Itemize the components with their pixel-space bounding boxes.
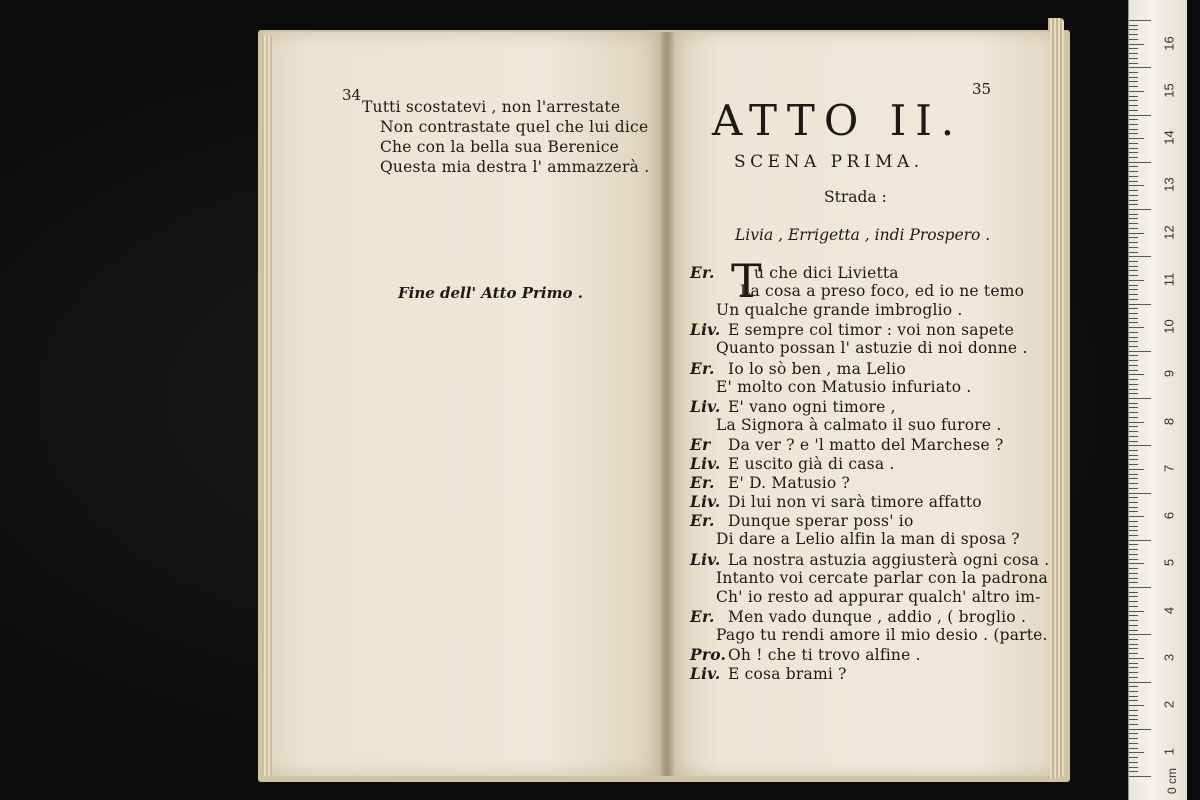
ruler-tick xyxy=(1129,691,1138,692)
ruler-tick xyxy=(1129,743,1138,744)
scene-setting: Strada : xyxy=(824,188,887,206)
ruler-tick xyxy=(1129,96,1138,97)
ruler-tick xyxy=(1129,422,1144,423)
ruler-tick xyxy=(1129,266,1138,267)
ruler-tick xyxy=(1129,72,1138,73)
ruler-number: 3 xyxy=(1161,653,1177,661)
dialogue-line xyxy=(690,550,1049,569)
dialogue-line xyxy=(690,645,921,664)
ruler-tick xyxy=(1129,771,1138,772)
speaker-label: Er. xyxy=(690,358,715,378)
dialogue-line xyxy=(690,530,1020,548)
ruler-tick xyxy=(1129,214,1138,215)
ruler-tick xyxy=(1129,752,1144,753)
ruler-tick xyxy=(1129,455,1138,456)
left-page-number: 34 xyxy=(342,86,362,104)
dialogue-line xyxy=(690,320,1014,339)
ruler-number: 1 xyxy=(1161,748,1177,756)
dialogue-line xyxy=(690,263,899,282)
ruler-tick xyxy=(1129,644,1138,645)
ruler-tick xyxy=(1129,181,1138,182)
ruler-tick xyxy=(1129,162,1151,163)
ruler-tick xyxy=(1129,535,1138,536)
dialogue-text: Di dare a Lelio alfin la man di sposa ? xyxy=(716,530,1020,549)
dialogue-text: Quanto possan l' astuzie di noi donne . xyxy=(716,339,1028,358)
ruler-tick xyxy=(1129,77,1138,78)
ruler-tick xyxy=(1129,696,1138,697)
speaker-label: Liv. xyxy=(690,664,721,684)
ruler-tick xyxy=(1129,393,1138,394)
ruler-tick xyxy=(1129,365,1138,366)
ruler-tick xyxy=(1129,596,1138,597)
speaker-label: Pro. xyxy=(690,645,727,664)
ruler-tick xyxy=(1129,143,1138,144)
speaker-label: Er. xyxy=(690,263,715,282)
dialogue-line xyxy=(690,282,1024,300)
ruler-tick xyxy=(1129,776,1151,777)
dialogue-text: La Signora à calmato il suo furore . xyxy=(716,415,1002,434)
ruler-tick xyxy=(1129,436,1138,437)
ruler-tick xyxy=(1129,81,1138,82)
dialogue-text: Men vado dunque , addio , ( broglio . xyxy=(728,607,1027,626)
ruler-tick xyxy=(1129,724,1138,725)
dialogue-line xyxy=(690,569,1048,587)
dialogue-line xyxy=(690,588,1041,606)
dialogue-text: Dunque sperar poss' io xyxy=(728,512,914,531)
ruler-tick xyxy=(1129,58,1138,59)
ruler-tick xyxy=(1129,166,1138,167)
ruler-tick xyxy=(1129,634,1151,635)
ruler-tick xyxy=(1129,601,1138,602)
ruler-tick xyxy=(1129,299,1138,300)
ruler-tick xyxy=(1129,119,1138,120)
ruler-tick xyxy=(1129,256,1151,257)
ruler-number: 9 xyxy=(1161,370,1177,378)
ruler-tick xyxy=(1129,563,1144,564)
speaker-label: Liv. xyxy=(690,396,721,416)
ruler-tick xyxy=(1129,441,1138,442)
ruler-tick xyxy=(1129,44,1144,45)
dialogue-text: E' vano ogni timore , xyxy=(728,397,896,416)
ruler-number: 2 xyxy=(1161,701,1177,709)
ruler-tick xyxy=(1129,507,1138,508)
ruler-tick xyxy=(1129,412,1138,413)
ruler-tick xyxy=(1129,488,1138,489)
act-title: ATTO II. xyxy=(712,96,964,145)
ruler-tick xyxy=(1129,483,1138,484)
speaker-label: Er. xyxy=(690,606,715,626)
speaker-label: Er. xyxy=(690,473,715,493)
ruler-tick xyxy=(1129,554,1138,555)
ruler-tick xyxy=(1129,379,1138,380)
left-verse-line-1: Tutti scostatevi , non l'arrestate xyxy=(362,98,621,116)
ruler-tick xyxy=(1129,233,1144,234)
ruler-tick xyxy=(1129,304,1151,305)
ruler-tick xyxy=(1129,639,1138,640)
dialogue-line xyxy=(690,473,850,492)
ruler-tick xyxy=(1129,526,1138,527)
ruler-tick xyxy=(1129,355,1138,356)
speaker-label: Liv. xyxy=(690,549,721,569)
dialogue-text: E' molto con Matusio infuriato . xyxy=(716,377,972,396)
ruler-tick xyxy=(1129,686,1138,687)
ruler-tick xyxy=(1129,275,1138,276)
ruler-tick xyxy=(1129,384,1138,385)
ruler-number: 6 xyxy=(1161,512,1177,520)
ruler-tick xyxy=(1129,582,1138,583)
ruler-tick xyxy=(1129,185,1144,186)
ruler-tick xyxy=(1129,53,1138,54)
ruler-tick xyxy=(1129,332,1138,333)
dialogue-text: E uscito già di casa . xyxy=(728,455,895,473)
ruler-tick xyxy=(1129,261,1138,262)
ruler-tick xyxy=(1129,611,1144,612)
dialogue-text: Ch' io resto ad appurar qualch' altro im- xyxy=(716,587,1041,606)
ruler-tick xyxy=(1129,398,1151,399)
ruler-number: 7 xyxy=(1161,464,1177,472)
left-verse-line-2: Non contrastate quel che lui dice xyxy=(380,118,649,136)
dialogue-text: E' D. Matusio ? xyxy=(728,474,851,493)
ruler-tick xyxy=(1129,653,1138,654)
ruler-tick xyxy=(1129,115,1151,116)
ruler-tick xyxy=(1129,86,1138,87)
ruler-tick xyxy=(1129,672,1138,673)
ruler-tick xyxy=(1129,105,1138,106)
left-verse-line-4: Questa mia destra l' ammazzerà . xyxy=(380,158,650,176)
ruler-tick xyxy=(1129,370,1138,371)
ruler-tick xyxy=(1129,337,1138,338)
ruler-tick xyxy=(1129,280,1144,281)
ruler-tick xyxy=(1129,677,1138,678)
ruler-tick xyxy=(1129,270,1138,271)
dialogue-line xyxy=(690,301,963,319)
ruler-tick xyxy=(1129,426,1138,427)
ruler-tick xyxy=(1129,313,1138,314)
ruler-tick xyxy=(1129,767,1138,768)
ruler-number: 4 xyxy=(1161,606,1177,614)
dialogue-text: Di lui non vi sarà timore affatto xyxy=(728,493,982,512)
ruler-tick xyxy=(1129,592,1138,593)
ruler-number: 16 xyxy=(1161,35,1177,51)
dialogue-text: La nostra astuzia aggiusterà ogni cosa . xyxy=(728,550,1050,569)
ruler-number: 5 xyxy=(1161,559,1177,567)
ruler-tick xyxy=(1129,530,1138,531)
ruler-tick xyxy=(1129,544,1138,545)
ruler-tick xyxy=(1129,625,1138,626)
ruler-tick xyxy=(1129,63,1138,64)
ruler-tick xyxy=(1129,615,1138,616)
right-page-number: 35 xyxy=(972,80,992,98)
ruler-tick xyxy=(1129,474,1138,475)
ruler-tick xyxy=(1129,459,1138,460)
ruler-tick xyxy=(1129,573,1138,574)
ruler-tick xyxy=(1129,100,1138,101)
ruler-tick xyxy=(1129,48,1138,49)
ruler-tick xyxy=(1129,568,1138,569)
left-verse-line-3: Che con la bella sua Berenice xyxy=(380,138,620,156)
ruler-tick xyxy=(1129,729,1151,730)
ruler-tick xyxy=(1129,148,1138,149)
ruler-tick xyxy=(1129,667,1138,668)
ruler-tick xyxy=(1129,209,1151,210)
dialogue-line xyxy=(690,397,896,416)
ruler-tick xyxy=(1129,195,1138,196)
ruler-tick xyxy=(1129,606,1138,607)
dialogue-text: La cosa a preso foco, ed io ne temo xyxy=(740,282,1025,301)
ruler-tick xyxy=(1129,407,1138,408)
dialogue-text: E sempre col timor : voi non sapete xyxy=(728,321,1014,340)
ruler-tick xyxy=(1129,559,1138,560)
ruler-tick xyxy=(1129,748,1138,749)
measuring-ruler xyxy=(1128,0,1187,800)
ruler-tick xyxy=(1129,218,1138,219)
dialogue-text: Da ver ? e 'l matto del Marchese ? xyxy=(728,435,1004,454)
ruler-unit-label: 0 cm xyxy=(1165,767,1180,795)
ruler-tick xyxy=(1129,351,1151,352)
dialogue-text: Intanto voi cercate parlar con la padrona xyxy=(716,568,1048,587)
ruler-tick xyxy=(1129,540,1151,541)
ruler-tick xyxy=(1129,549,1138,550)
ruler-number: 14 xyxy=(1161,130,1177,145)
ruler-tick xyxy=(1129,658,1144,659)
ruler-tick xyxy=(1129,445,1151,446)
ruler-tick xyxy=(1129,374,1144,375)
ruler-tick xyxy=(1129,715,1138,716)
ruler-number: 8 xyxy=(1161,417,1177,425)
ruler-tick xyxy=(1129,237,1138,238)
book-gutter xyxy=(660,32,674,776)
dialogue-line xyxy=(690,607,1026,626)
ruler-tick xyxy=(1129,242,1138,243)
scene-title: SCENA PRIMA. xyxy=(734,152,924,172)
ruler-tick xyxy=(1129,39,1138,40)
ruler-tick xyxy=(1129,285,1138,286)
ruler-tick xyxy=(1129,710,1138,711)
ruler-tick xyxy=(1129,157,1138,158)
ruler-tick xyxy=(1129,733,1138,734)
right-page-stack xyxy=(1048,18,1064,778)
dialogue-text: Oh ! che ti trovo alfine . xyxy=(728,646,921,664)
ruler-tick xyxy=(1129,620,1138,621)
dialogue-line xyxy=(690,339,1028,357)
ruler-tick xyxy=(1129,152,1138,153)
ruler-tick xyxy=(1129,516,1144,517)
ruler-tick xyxy=(1129,682,1151,683)
ruler-tick xyxy=(1129,247,1138,248)
ruler-tick xyxy=(1129,190,1138,191)
ruler-tick xyxy=(1129,511,1138,512)
ruler-tick xyxy=(1129,318,1138,319)
ruler-tick xyxy=(1129,67,1151,68)
speaker-label: Er. xyxy=(690,511,715,531)
speaker-label: Liv. xyxy=(690,320,721,340)
ruler-tick xyxy=(1129,719,1138,720)
left-page-stack xyxy=(262,36,272,776)
ruler-tick xyxy=(1129,502,1138,503)
speaker-label: Er xyxy=(690,434,711,454)
ruler-tick xyxy=(1129,450,1138,451)
ruler-tick xyxy=(1129,322,1138,323)
dialogue-line xyxy=(690,359,906,378)
ruler-tick xyxy=(1129,762,1138,763)
ruler-number: 10 xyxy=(1161,319,1177,334)
ruler-tick xyxy=(1129,478,1138,479)
ruler-tick xyxy=(1129,29,1138,30)
ruler-tick xyxy=(1129,578,1138,579)
ruler-tick xyxy=(1129,91,1144,92)
dialogue-line xyxy=(690,435,1004,454)
dialogue-line xyxy=(690,511,913,530)
ruler-number: 12 xyxy=(1161,224,1177,240)
ruler-tick xyxy=(1129,200,1138,201)
ruler-tick xyxy=(1129,360,1138,361)
ruler-tick xyxy=(1129,252,1138,253)
dialogue-text: E cosa brami ? xyxy=(728,665,847,684)
ruler-tick xyxy=(1129,110,1138,111)
ruler-tick xyxy=(1129,648,1138,649)
dialogue-line xyxy=(690,492,982,511)
ruler-tick xyxy=(1129,630,1138,631)
ruler-tick xyxy=(1129,757,1138,758)
ruler-tick xyxy=(1129,493,1151,494)
dialogue-text: Un qualche grande imbroglio . xyxy=(716,301,963,320)
ruler-tick xyxy=(1129,705,1144,706)
dialogue-line xyxy=(690,626,1048,644)
ruler-tick xyxy=(1129,294,1138,295)
ruler-number: 13 xyxy=(1161,177,1177,193)
ruler-tick xyxy=(1129,389,1138,390)
ruler-tick xyxy=(1129,223,1138,224)
ruler-tick xyxy=(1129,133,1138,134)
ruler-tick xyxy=(1129,469,1144,470)
ruler-tick xyxy=(1129,346,1138,347)
ruler-tick xyxy=(1129,521,1138,522)
ruler-number: 11 xyxy=(1161,272,1177,287)
dialogue-text: Io lo sò ben , ma Lelio xyxy=(728,359,906,378)
ruler-number: 15 xyxy=(1161,83,1177,98)
ruler-tick xyxy=(1129,308,1138,309)
dialogue-text: u che dici Livietta xyxy=(754,264,899,282)
ruler-tick xyxy=(1129,228,1138,229)
end-of-act-note: Fine dell' Atto Primo . xyxy=(398,284,583,302)
ruler-tick xyxy=(1129,417,1138,418)
dialogue-line xyxy=(690,416,1001,434)
speaker-label: Liv. xyxy=(690,492,721,512)
ruler-tick xyxy=(1129,176,1138,177)
ruler-tick xyxy=(1129,171,1138,172)
ruler-tick xyxy=(1129,34,1138,35)
ruler-tick xyxy=(1129,124,1138,125)
ruler-tick xyxy=(1129,431,1138,432)
ruler-tick xyxy=(1129,341,1138,342)
ruler-tick xyxy=(1129,204,1138,205)
ruler-tick xyxy=(1129,663,1138,664)
dialogue-line xyxy=(690,664,847,683)
ruler-tick xyxy=(1129,738,1138,739)
ruler-tick xyxy=(1129,25,1138,26)
dialogue-line xyxy=(690,378,971,396)
ruler-tick xyxy=(1129,403,1138,404)
dialogue-text: Pago tu rendi amore il mio desio . (parte. xyxy=(716,625,1048,644)
ruler-tick xyxy=(1129,464,1138,465)
ruler-tick xyxy=(1129,587,1151,588)
drop-cap: T xyxy=(731,254,762,308)
scene-characters: Livia , Errigetta , indi Prospero . xyxy=(735,226,991,244)
ruler-tick xyxy=(1129,700,1138,701)
ruler-tick xyxy=(1129,129,1138,130)
ruler-tick xyxy=(1129,327,1144,328)
ruler-tick xyxy=(1129,20,1151,21)
dialogue-line xyxy=(690,454,895,473)
ruler-tick xyxy=(1129,289,1138,290)
speaker-label: Liv. xyxy=(690,454,721,473)
ruler-tick xyxy=(1129,497,1138,498)
ruler-tick xyxy=(1129,138,1144,139)
